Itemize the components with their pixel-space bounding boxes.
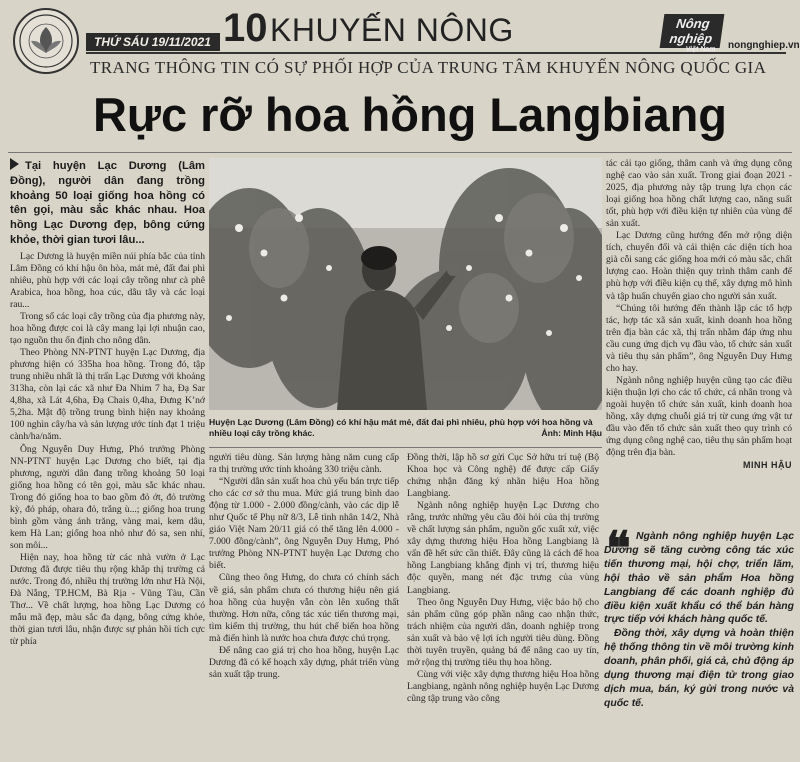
article-lede bbox=[10, 158, 205, 248]
triangle-arrow-icon bbox=[10, 158, 19, 170]
article-column-1 bbox=[10, 158, 205, 648]
pull-quote-paragraph: Ngành nông nghiệp huyện Lạc Dương sẽ tăng cường công tác xúc tiến thương mại, hội chợ, triển lãm, hội thảo về sản phẩm Hoa hồng Langbiang để các doanh nghiệp đủ điều kiện xuất khẩu có thể bán hàng trực tiếp với khách hàng quốc tế. bbox=[604, 531, 794, 626]
brand-sub: Việt Nam bbox=[685, 46, 716, 53]
headline-rule bbox=[8, 152, 792, 153]
photo-illustration bbox=[209, 158, 602, 410]
article-column-2 bbox=[209, 452, 399, 681]
col4-paragraph: tác cải tạo giống, thâm canh và ứng dụng công nghệ cao vào sản xuất. Trong giai đoạn 2021 - 2025, địa phương này tập trung lựa chọn các loại giống hoa hồng chất lượng cao, năng suất tốt, phù hợp với điều kiện tự nhiên của vùng để sản xuất. bbox=[606, 158, 792, 230]
brand-url: nongnghiep.vn bbox=[728, 40, 800, 51]
photo-caption bbox=[209, 417, 602, 439]
col4-paragraph: Lạc Dương cũng hướng đến mở rộng diện tích, chuyển đổi và cải thiện các diện tích hoa già cỗi sang các giống hoa mới có màu sắc, chất lượng cao. Hoàn thiện quy trình thâm canh để phù hợp với điều kiện cụ thể, xây dựng mô hình và tập huấn chuyển giao cho người sản xuất. bbox=[606, 230, 792, 302]
article-byline: MINH HẬU bbox=[743, 460, 792, 471]
article-column-4 bbox=[606, 158, 792, 471]
page-number: 10 bbox=[223, 6, 268, 50]
col1-paragraph: Theo Phòng NN-PTNT huyện Lạc Dương, địa phương hiện có 335ha hoa hồng. Trong đó, tập trung nhiều nhất là thị trấn Lạc Dương với khoảng 313ha, còn lại các xã như Đa Nhim 7 ha, Đạ Sar 4,8ha, xã Lát 4,6ha, Đạ Chais 0,4ha, Đưng K’nớ 5,2ha. Mật độ trồng trung bình hiện nay khoảng 100 nghìn cây/ha và sản lượng ước tính đạt 1 triệu cành/ha/năm. bbox=[10, 347, 205, 443]
pull-quote bbox=[604, 523, 794, 711]
leaf-emblem-icon bbox=[18, 13, 74, 69]
article-headline: Rực rỡ hoa hồng Langbiang bbox=[92, 88, 728, 141]
col2-paragraph: người tiêu dùng. Sản lượng hàng năm cung cấp ra thị trường ước tính khoảng 330 triệu cành. bbox=[209, 452, 399, 476]
lede-text: Tại huyện Lạc Dương (Lâm Đồng), người dân đang trồng khoảng 50 loại giống hoa hồng có tên gọi, màu sắc khác nhau. Hoa hồng Lạc Dương đẹp, bông cứng khỏe, thời gian tươi lâu... bbox=[10, 160, 205, 246]
col2-paragraph: Cũng theo ông Hưng, do chưa có chính sách về giá, sản phẩm chưa có thương hiệu nên giá hoa hồng của huyện vẫn còn lên xuống thất thường. Hơn nữa, công tác xúc tiến thương mại, tìm kiếm thị trường, thu hút chế biến hoa hồng mà điển hình là nước hoa chưa được chú trọng. bbox=[209, 572, 399, 644]
col3-paragraph: Đồng thời, lập hồ sơ gửi Cục Sở hữu trí tuệ (Bộ Khoa học và Công nghệ) để được cấp Giấy chứng nhận đăng ký nhãn hiệu Hoa hồng Langbiang. bbox=[407, 452, 599, 500]
col2-paragraph: Để nâng cao giá trị cho hoa hồng, huyện Lạc Dương đã có kế hoạch xây dựng, phát triển vùng sản xuất tập trung. bbox=[209, 644, 399, 680]
col4-paragraph: Ngành nông nghiệp huyện cũng tạo các điều kiện thuận lợi cho các tổ chức, cá nhân trong và ngoài huyện tổ chức sản xuất, kinh doanh hoa hồng, xây dựng chuỗi giá trị từ cung ứng vật tư đầu vào đến tổ chức sản xuất theo quy trình có ứng dụng công nghệ cao, tiêu thụ sản phẩm hoạt động trên địa bàn. bbox=[606, 374, 792, 459]
photo-credit: Ảnh: Minh Hậu bbox=[541, 428, 602, 439]
section-tagline: TRANG THÔNG TIN CÓ SỰ PHỐI HỢP CỦA TRUNG TÂM KHUYẾN NÔNG QUỐC GIA bbox=[90, 58, 767, 77]
caption-rule bbox=[209, 447, 602, 448]
brand-line-2: nghiệp bbox=[668, 31, 714, 46]
article-column-3 bbox=[407, 452, 599, 705]
col2-paragraph: “Người dân sản xuất hoa chủ yếu bán trực tiếp cho các cơ sở thu mua. Mức giá trung bình dao động từ 1.000 - 2.000 đồng/cành, vào các dịp lễ như Quốc tế Phụ nữ 8/3, Lễ tình nhân 14/2, Nhà giáo Việt Nam 20/11 giá có thể tăng lên 4.000 - 7.000 đồng/cành”, ông Nguyễn Duy Hưng, Phó trưởng Phòng NN-PTNT huyện Lạc Dương cho biết. bbox=[209, 476, 399, 572]
pull-quote-text bbox=[604, 530, 794, 711]
nong-nghiep-brand-logo bbox=[660, 14, 725, 53]
col1-paragraph: Hiện nay, hoa hồng từ các nhà vườn ở Lạc Dương đã được tiêu thụ rộng khắp thị trường cả nước. Trong đó, nhiều thị trường lớn như Hà Nội, Đà Nẵng, TP.HCM, Bà Rịa - Vũng Tàu, Cần Thơ... Về chất lượng, hoa hồng Lạc Dương có mẫu mã đẹp, màu sắc đa dạng, bông cứng khỏe, thời gian tươi lâu, nhận được sự phản hồi tích cực từ phía bbox=[10, 551, 205, 648]
col1-paragraph: Ông Nguyễn Duy Hưng, Phó trưởng Phòng NN-PTNT huyện Lạc Dương cho biết, tại địa phương, người dân đang trồng khoảng 50 loại giống hoa hồng có tên gọi, màu sắc khác nhau. Trong đó giống hoa to bao gồm đỏ ớt, đỏ trường kỳ, đỏ pháp, ohara đỏ, trắng ù...; giống hoa trung bình gồm vàng ánh trăng, vàng mai, kem dâu, kem Hà Lan; giống hoa nhỏ như đỏ sa, sen nhí, son môi... bbox=[10, 443, 205, 551]
col3-paragraph: Ngành nông nghiệp huyện Lạc Dương cho rằng, trước những yêu cầu đòi hỏi của thị trường về chất lượng sản phẩm, nguồn gốc xuất xứ, việc xây dựng thương hiệu Hoa hồng Langbiang là vấn đề hết sức cần thiết. Đây cũng là cách để hoa hồng Langbiang khẳng định vị trí, thương hiệu độc quyền, mang nét đặc trưng của vùng Langbiang. bbox=[407, 500, 599, 596]
section-title: KHUYẾN NÔNG bbox=[270, 12, 514, 48]
col4-paragraph: “Chúng tôi hướng đến thành lập các tổ hợp tác, hợp tác xã sản xuất, kinh doanh hoa hồng trên địa bàn các xã, thị trấn nhằm đáp ứng nhu cầu cung ứng dịch vụ đầu vào, tổ chức sản xuất và tiêu thụ sản phẩm”, ông Nguyễn Duy Hưng cho hay. bbox=[606, 302, 792, 374]
brand-line-1: Nông bbox=[675, 16, 711, 31]
col1-paragraph: Lạc Dương là huyện miền núi phía bắc của tỉnh Lâm Đồng có khí hậu ôn hòa, mát mẻ, đất đai phì nhiêu, phù hợp với các loại cây trồng như cà phê Arabica, hoa hồng, hoa cúc, dâu tây và các loại rau... bbox=[10, 250, 205, 310]
col3-paragraph: Cùng với việc xây dựng thương hiệu Hoa hồng Langbiang, ngành nông nghiệp huyện Lạc Dương cũng tập trung vào công bbox=[407, 668, 599, 704]
col1-paragraph: Trong số các loại cây trồng của địa phương này, hoa hồng được coi là cây mang lại lợi nhuận cao, tạo nguồn thu ổn định cho nông dân. bbox=[10, 311, 205, 347]
caption-text: Huyện Lạc Dương (Lâm Đồng) có khí hậu mát mẻ, đất đai phì nhiêu, phù hợp với hoa hồng và nhiều loại cây trồng khác. bbox=[209, 417, 593, 439]
quote-mark-icon: ❝ bbox=[606, 523, 631, 574]
issue-date: THỨ SÁU 19/11/2021 bbox=[86, 33, 220, 51]
rose-farmer-photo bbox=[209, 158, 602, 410]
col3-paragraph: Theo ông Nguyễn Duy Hưng, việc bảo hộ cho sản phẩm cũng góp phần nâng cao nhận thức, trách nhiệm của người dân, doanh nghiệp trong sản xuất và bảo vệ lợi ích người tiêu dùng. Đồng thời tuyên truyền, quảng bá để nâng cao uy tín, mở rộng thị trường tiêu thụ hoa hồng. bbox=[407, 596, 599, 668]
pull-quote-paragraph: Đồng thời, xây dựng và hoàn thiện hệ thống thông tin về môi trường kinh doanh, phân phối, giá cả, chủ động áp dụng thương mại điện tử trong giao dịch mua, bán, ký gửi trong nước và quốc tế. bbox=[604, 628, 794, 709]
khuyen-nong-logo bbox=[13, 8, 79, 74]
